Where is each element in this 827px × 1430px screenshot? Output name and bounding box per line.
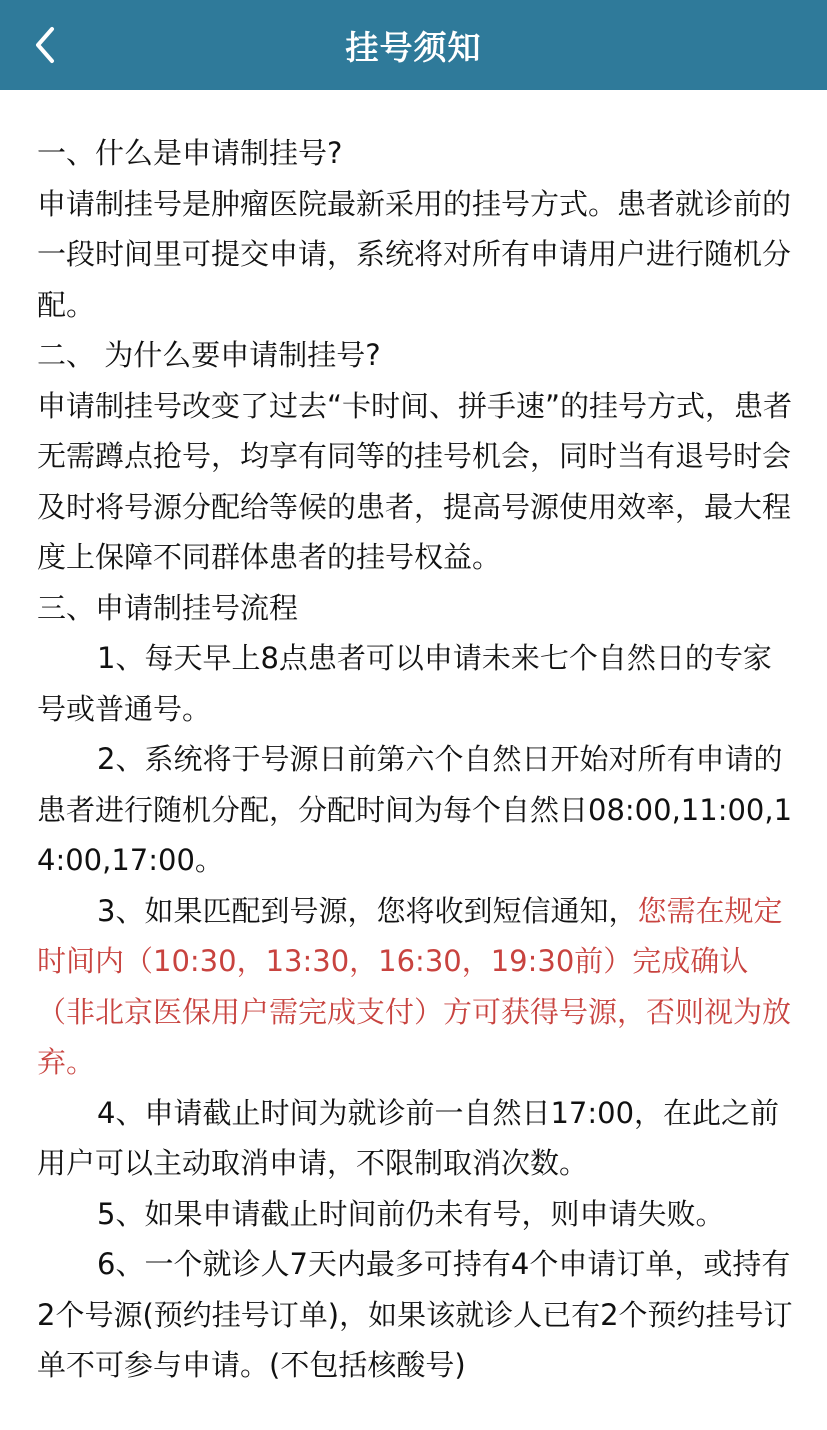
nav-header [0,0,827,90]
process-step-6: 6、一个就诊人7天内最多可持有4个申请订单，或持有2个号源(预约挂号订单)，如果该就诊人已有2个预约挂号订单不可参与申请。(不包括核酸号) [37,1247,793,1382]
section-body-why: 申请制挂号改变了过去“卡时间、拼手速”的挂号方式，患者无需蹲点抢号，均享有同等的挂号机会，同时当有退号时会及时将号源分配给等候的患者，提高号源使用效率，最大程度上保障不同群体患者的挂号权益。 [37,388,793,574]
section-heading-process: 三、申请制挂号流程 [37,590,299,625]
section-body-what: 申请制挂号是肿瘤医院最新采用的挂号方式。患者就诊前的一段时间里可提交申请，系统将对所有申请用户进行随机分配。 [37,186,792,322]
process-step-3-text: 3、如果匹配到号源，您将收到短信通知， [97,893,638,928]
process-step-1: 1、每天早上8点患者可以申请未来七个自然日的专家号或普通号。 [37,641,772,726]
page-title: 挂号须知 [345,27,482,67]
process-step-3 [37,886,797,1088]
back-button[interactable] [22,22,68,68]
process-step-3-highlight: 您需在规定时间内（10:30，13:30，16:30，19:30前）完成确认（非北京医保用户需完成支付）方可获得号源，否则视为放弃。 [37,893,792,1079]
process-step-2: 2、系统将于号源日前第六个自然日开始对所有申请的患者进行随机分配，分配时间为每个自然日08:00,11:00,14:00,17:00。 [37,742,793,877]
section-heading-what: 一、什么是申请制挂号? [37,136,343,170]
section-heading-why: 二、 为什么要申请制挂号? [37,338,381,372]
chevron-left-icon [32,25,58,65]
process-step-4: 4、申请截止时间为就诊前一自然日17:00，在此之前用户可以主动取消申请，不限制取消次数。 [37,1095,780,1180]
process-step-5: 5、如果申请截止时间前仍未有号，则申请失败。 [97,1196,725,1231]
